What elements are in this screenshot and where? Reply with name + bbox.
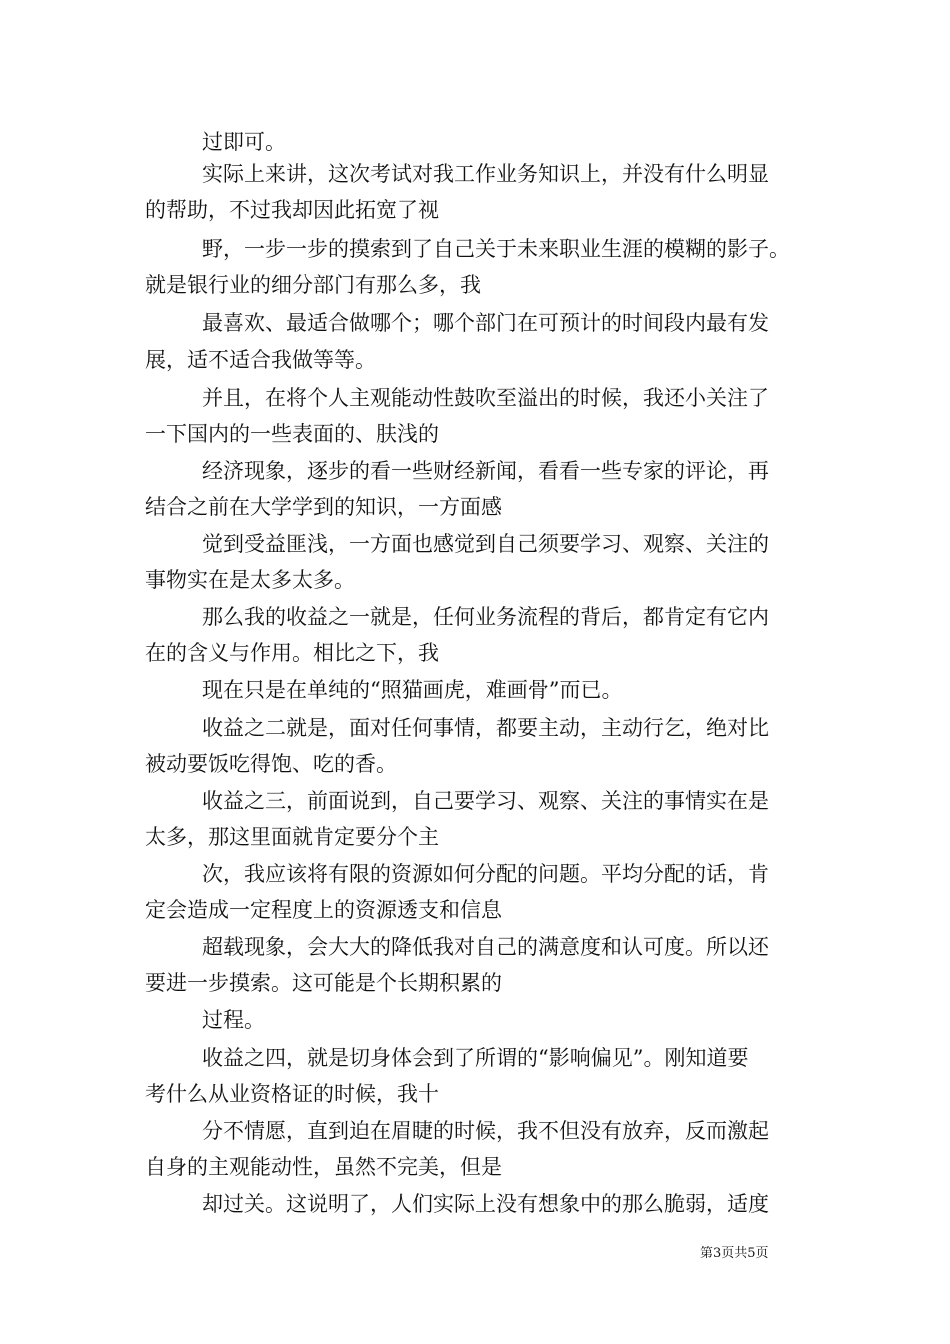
text-line: 的帮助，不过我却因此拓宽了视 [145, 198, 439, 222]
text-line: 结合之前在大学学到的知识，一方面感 [145, 495, 502, 519]
text-line: 觉到受益匪浅，一方面也感觉到自己须要学习、观察、关注的 [202, 532, 769, 556]
text-line: 并且，在将个人主观能动性鼓吹至溢出的时候，我还小关注了 [202, 386, 769, 410]
page-number: 第3页共5页 [700, 1246, 769, 1261]
text-line: 要进一步摸索。这可能是个长期积累的 [145, 971, 502, 995]
text-line: 实际上来讲，这次考试对我工作业务知识上，并没有什么明显 [202, 162, 769, 186]
text-line: 一下国内的一些表面的、肤浅的 [145, 422, 439, 446]
text-line: 超载现象，会大大的降低我对自己的满意度和认可度。所以还 [202, 935, 769, 959]
text-line: 经济现象，逐步的看一些财经新闻，看看一些专家的评论，再 [202, 459, 769, 483]
text-line: 太多，那这里面就肯定要分个主 [145, 825, 439, 849]
text-line: 次，我应该将有限的资源如何分配的问题。平均分配的话，肯 [202, 862, 769, 886]
text-line: 自身的主观能动性，虽然不完美，但是 [145, 1155, 502, 1179]
text-line: 定会造成一定程度上的资源透支和信息 [145, 898, 502, 922]
text-line: 那么我的收益之一就是，任何业务流程的背后，都肯定有它内 [202, 605, 769, 629]
text-line: 考什么从业资格证的时候，我十 [145, 1082, 439, 1106]
text-line: 现在只是在单纯的“照猫画虎，难画骨”而已。 [202, 678, 623, 702]
text-line: 被动要饭吃得饱、吃的香。 [145, 752, 397, 776]
text-line: 事物实在是太多太多。 [145, 568, 355, 592]
text-line: 收益之二就是，面对任何事情，都要主动，主动行乞，绝对比 [202, 716, 769, 740]
text-line: 分不情愿，直到迫在眉睫的时候，我不但没有放弃，反而激起 [202, 1119, 769, 1143]
text-line: 过即可。 [202, 130, 286, 154]
text-line: 在的含义与作用。相比之下，我 [145, 641, 439, 665]
text-line: 收益之四，就是切身体会到了所谓的“影响偏见”。刚知道要 [202, 1046, 749, 1070]
text-line: 展，适不适合我做等等。 [145, 348, 376, 372]
text-line: 最喜欢、最适合做哪个；哪个部门在可预计的时间段内最有发 [202, 311, 769, 335]
text-line: 却过关。这说明了，人们实际上没有想象中的那么脆弱，适度 [202, 1192, 769, 1216]
text-line: 野，一步一步的摸索到了自己关于未来职业生涯的模糊的影子。 [202, 237, 790, 261]
text-line: 过程。 [202, 1008, 265, 1032]
text-line: 收益之三，前面说到，自己要学习、观察、关注的事情实在是 [202, 789, 769, 813]
text-line: 就是银行业的细分部门有那么多，我 [145, 273, 481, 297]
